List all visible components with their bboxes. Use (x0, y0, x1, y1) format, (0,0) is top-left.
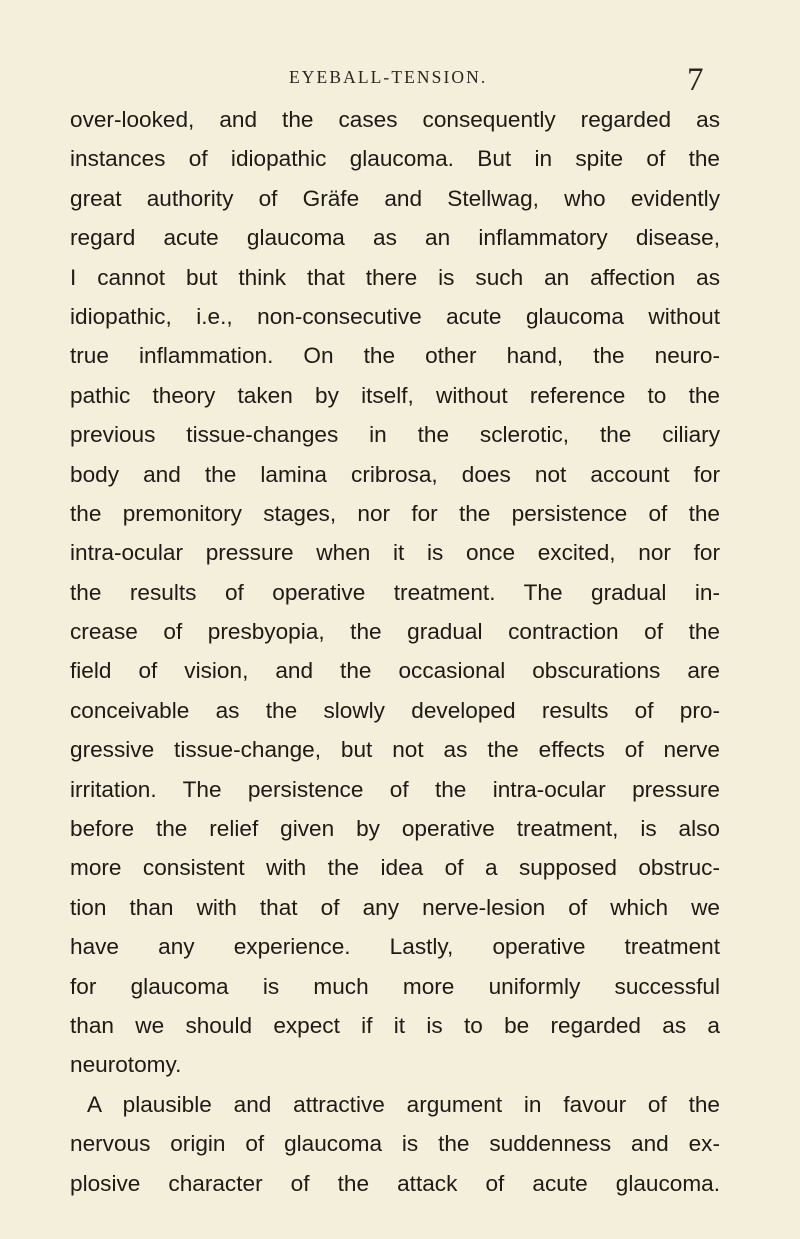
text-line: A plausible and attractive argument in favour of the (87, 1091, 720, 1117)
text-line: regard acute glaucoma as an inflammatory disease, (70, 225, 720, 251)
text-line: idiopathic, i.e., non-consecutive acute glaucoma without (70, 303, 720, 329)
body-text (70, 100, 720, 1203)
text-line: true inflammation. On the other hand, the neuro- (70, 343, 720, 369)
text-line: before the relief given by operative treatment, is also (70, 816, 720, 842)
text-line: tion than with that of any nerve-lesion of which we (70, 894, 720, 920)
page-number: 7 (687, 62, 704, 98)
text-line: instances of idiopathic glaucoma. But in spite of the (70, 146, 720, 172)
text-line: plosive character of the attack of acute glaucoma. (70, 1170, 720, 1196)
text-line: more consistent with the idea of a supposed obstruc- (70, 855, 720, 881)
text-line: irritation. The persistence of the intra-ocular pressure (70, 776, 720, 802)
text-line: conceivable as the slowly developed results of pro- (70, 697, 720, 723)
text-line: body and the lamina cribrosa, does not account for (70, 461, 720, 487)
text-line: intra-ocular pressure when it is once excited, nor for (70, 540, 720, 566)
running-title: EYEBALL-TENSION. (289, 67, 488, 87)
text-line: nervous origin of glaucoma is the suddenness and ex- (70, 1131, 720, 1157)
text-line: the premonitory stages, nor for the persistence of the (70, 500, 720, 526)
text-line: gressive tissue-change, but not as the effects of nerve (70, 737, 720, 763)
text-line: great authority of Gräfe and Stellwag, who evidently (70, 185, 720, 211)
running-head (0, 60, 800, 100)
text-line: crease of presbyopia, the gradual contraction of the (70, 619, 720, 645)
text-line: I cannot but think that there is such an affection as (70, 264, 720, 290)
text-line: the results of operative treatment. The gradual in- (70, 579, 720, 605)
text-line: over-looked, and the cases consequently regarded as (70, 107, 720, 132)
text-line: field of vision, and the occasional obscurations are (70, 658, 720, 684)
text-line: than we should expect if it is to be regarded as a (70, 1012, 720, 1038)
text-line: previous tissue-changes in the sclerotic, the ciliary (70, 422, 720, 448)
text-line: neurotomy. (70, 1052, 182, 1078)
text-line: have any experience. Lastly, operative treatment (70, 934, 720, 960)
text-line: for glaucoma is much more uniformly successful (70, 973, 720, 999)
text-line: pathic theory taken by itself, without reference to the (70, 382, 720, 408)
